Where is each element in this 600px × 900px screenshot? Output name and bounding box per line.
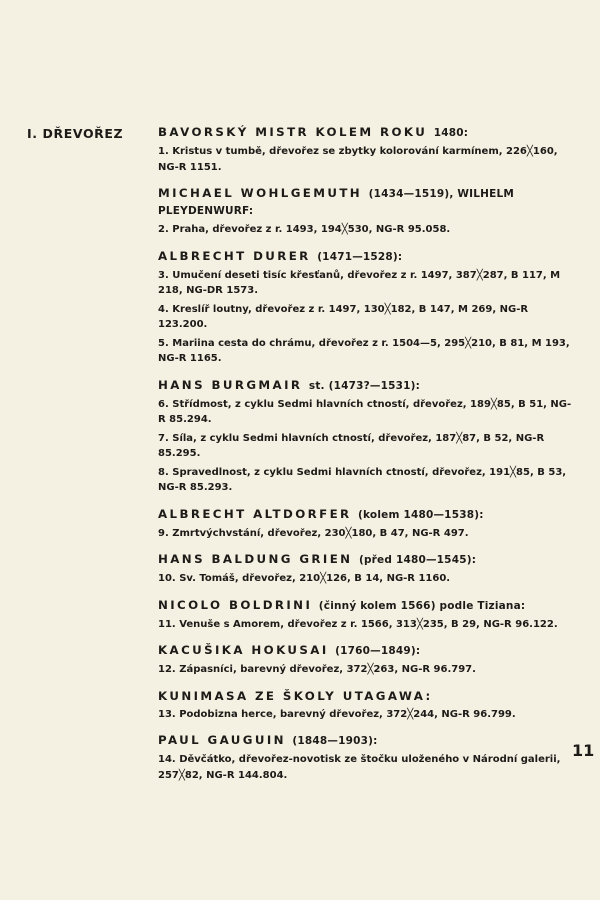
catalogue-entry: 4. Kreslíř loutny, dřevořez z r. 1497, 130╳182, B 147, M 269, NG-R 123.200.	[158, 303, 529, 330]
catalogue-entry: 5. Mariina cesta do chrámu, dřevořez z r. 1504—5, 295╳210, B 81, M 193, NG-R 1165.	[158, 337, 570, 364]
artist-name: MICHAEL WOHLGEMUTH	[158, 186, 363, 200]
artist-dates: (kolem 1480—1538):	[358, 508, 484, 521]
artist-dates: (1471—1528):	[317, 250, 403, 263]
artist-block	[158, 597, 573, 633]
artist-dates: (1760—1849):	[335, 645, 421, 657]
artist-heading	[158, 642, 573, 659]
artist-name: HANS BALDUNG GRIEN	[158, 552, 353, 566]
catalogue-entry: 10. Sv. Tomáš, dřevořez, 210╳126, B 14, NG-R 1160.	[158, 573, 451, 584]
artist-name: KACUŠIKA HOKUSAI	[158, 643, 329, 657]
catalogue-entry: 9. Zmrtvýchvstání, dřevořez, 230╳180, B 47, NG-R 497.	[158, 527, 469, 539]
catalogue-entry: 7. Síla, z cyklu Sedmi hlavních ctností, dřevořez, 187╳87, B 52, NG-R 85.295.	[158, 432, 545, 459]
artist-heading	[158, 597, 573, 614]
artist-block	[158, 688, 573, 723]
artist-name: ALBRECHT ALTDORFER	[158, 506, 352, 521]
artist-heading	[158, 732, 573, 749]
artist-block	[158, 185, 573, 238]
artist-block	[158, 377, 573, 496]
artist-block	[158, 124, 573, 175]
catalogue-entry: 8. Spravedlnost, z cyklu Sedmi hlavních ctností, dřevořez, 191╳85, B 53, NG-R 85.293.	[158, 466, 567, 493]
artist-name: HANS BURGMAIR	[158, 377, 303, 392]
catalogue-entry: 1. Kristus v tumbě, dřevořez se zbytky kolorování karmínem, 226╳160, NG-R 1151.	[158, 146, 558, 173]
artist-dates: (před 1480—1545):	[358, 554, 477, 566]
artist-dates: st. (1473?—1531):	[308, 379, 421, 392]
catalogue-entry: 14. Děvčátko, dřevořez-novotisk ze štočku uloženého v Národní galerii, 257╳82, NG-R 144.804.	[158, 754, 561, 781]
catalogue-entry: 13. Podobizna herce, barevný dřevořez, 372╳244, NG-R 96.799.	[158, 708, 516, 720]
artist-heading	[158, 688, 573, 704]
artist-name: KUNIMASA ZE ŠKOLY UTAGAWA:	[158, 688, 433, 703]
artist-heading	[158, 185, 573, 219]
artist-dates: 1480:	[433, 127, 469, 139]
page-number: 11	[572, 741, 595, 760]
artist-block	[158, 551, 573, 587]
artist-heading	[158, 377, 573, 394]
artist-name: NICOLO BOLDRINI	[158, 597, 313, 612]
artist-heading	[158, 506, 573, 523]
artist-heading	[158, 248, 573, 265]
section-heading: I. DŘEVOŘEZ	[27, 126, 124, 141]
artist-dates: (činný kolem 1566) podle Tiziana:	[318, 599, 526, 612]
catalogue-entry: 2. Praha, dřevořez z r. 1493, 194╳530, NG-R 95.058.	[158, 224, 451, 235]
artist-heading	[158, 551, 573, 568]
catalogue-entry: 12. Zápasníci, barevný dřevořez, 372╳263, NG-R 96.797.	[158, 664, 476, 675]
artist-dates: (1434—1519), WILHELM PLEYDENWURF:	[158, 188, 515, 217]
artist-block	[158, 642, 573, 678]
artist-dates: (1848—1903):	[292, 735, 378, 747]
artist-block	[158, 506, 573, 542]
catalogue-list	[158, 124, 573, 793]
artist-block	[158, 732, 573, 783]
artist-name: ALBRECHT DURER	[158, 248, 311, 263]
artist-heading	[158, 124, 573, 141]
artist-name: BAVORSKÝ MISTR KOLEM ROKU	[158, 125, 428, 139]
artist-name: PAUL GAUGUIN	[158, 733, 286, 747]
artist-block	[158, 248, 573, 367]
catalogue-entry: 3. Umučení deseti tisíc křesťanů, dřevořez z r. 1497, 387╳287, B 117, M 218, NG-DR 1573.	[158, 269, 561, 296]
catalogue-entry: 6. Střídmost, z cyklu Sedmi hlavních ctností, dřevořez, 189╳85, B 51, NG-R 85.294.	[158, 398, 572, 425]
catalogue-entry: 11. Venuše s Amorem, dřevořez z r. 1566, 313╳235, B 29, NG-R 96.122.	[158, 618, 558, 630]
